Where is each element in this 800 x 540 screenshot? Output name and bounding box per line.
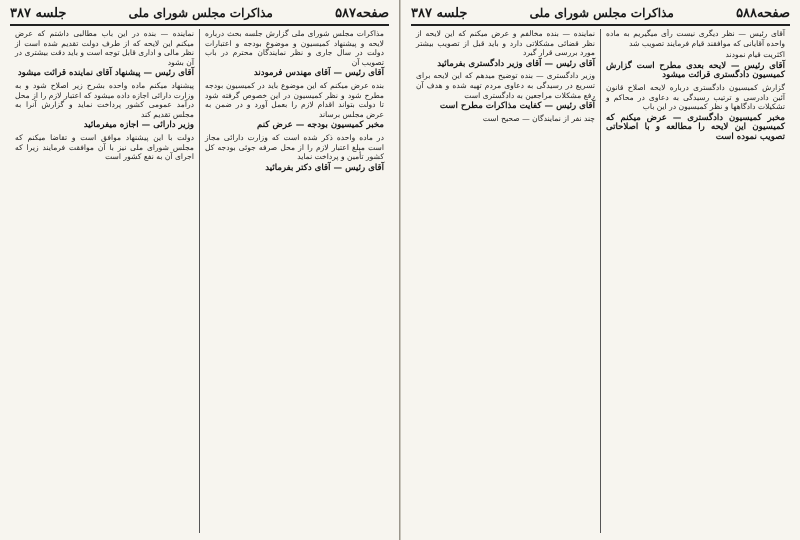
paragraph: آقای رئیس — نظر دیگری نیست رأی میگیریم به ماده واحده آقایانی که موافقند قیام فرمایند تصویب شد	[606, 29, 785, 48]
speaker-line: آقای رئیس — آقای مهندس فرمودند	[253, 68, 384, 79]
right-column-1	[601, 29, 790, 533]
speaker-line: آقای رئیس — آقای وزیر دادگستری بفرمائید	[437, 58, 595, 69]
paragraph: نماینده — بنده در این باب مطالبی داشتم که عرض میکنم این لایحه که از طرف دولت تقدیم شده است از نظر مالی و اداری قابل توجه است و باید دقت بیشتری در آن بشود	[15, 29, 194, 67]
paragraph: اکثریت قیام نمودند	[725, 50, 785, 60]
paragraph: دولت با این پیشنهاد موافق است و تقاضا میکنم که مجلس شورای ملی نیز با آن موافقت فرمایند زیرا که اجرای آن به نفع کشور است	[15, 132, 194, 162]
left-page-title: مذاکرات مجلس شورای ملی	[128, 6, 273, 20]
left-column-1	[200, 29, 389, 533]
right-page-number: صفحه۵۸۸	[736, 5, 790, 21]
paragraph: چند نفر از نمایندگان — صحیح است	[482, 113, 595, 123]
paragraph: نماینده — بنده مخالفم و عرض میکنم که این لایحه از نظر قضائی مشکلاتی دارد و باید قبل از تصویب بیشتر مورد بررسی قرار گیرد	[416, 29, 595, 58]
speaker-line: مخبر کمیسیون دادگستری — عرض میکنم که کمیسیون این لایحه را مطالعه و با اصلاحاتی تصویب نموده است	[606, 112, 785, 142]
speaker-line: آقای رئیس — کفایت مذاکرات مطرح است	[439, 101, 595, 112]
left-page-columns	[10, 29, 389, 533]
paragraph: مذاکرات مجلس شورای ملی گزارش جلسه بحث درباره لایحه و پیشنهاد کمیسیون و موضوع بودجه و اعتبارات دولت در سال جاری و نظر نمایندگان محترم در باب تصویب آن	[205, 29, 384, 67]
right-column-2	[411, 29, 601, 533]
paragraph: گزارش کمیسیون دادگستری درباره لایحه اصلاح قانون آئین دادرسی و ترتیب رسیدگی به دعاوی در محاکم و تشکیلات دادگاهها و نظر کمیسیون در این باب	[606, 82, 785, 112]
speaker-line: آقای رئیس — لایحه بعدی مطرح است گزارش کمیسیون دادگستری قرائت میشود	[606, 60, 785, 81]
right-page-session: جلسه ۳۸۷	[411, 5, 468, 21]
paragraph: در ماده واحده ذکر شده است که وزارت دارائی مجاز است مبلغ اعتبار لازم را از محل صرفه جوئی بودجه کل کشور تأمین و پرداخت نماید	[205, 132, 384, 162]
speaker-line: مخبر کمیسیون بودجه — عرض کنم	[257, 120, 384, 131]
right-page-header	[411, 4, 790, 22]
right-page-title: مذاکرات مجلس شورای ملی	[529, 6, 674, 20]
left-column-2	[10, 29, 200, 533]
paragraph: بنده عرض میکنم که این موضوع باید در کمیسیون بودجه مطرح شود و نظر کمیسیون در این خصوص گرفته شود تا دولت بتواند اقدام لازم را بعمل آورد و در ضمن به عرض مجلس برساند	[205, 80, 384, 119]
right-header-rule	[411, 24, 790, 26]
right-page-columns	[411, 29, 790, 533]
left-page-number: صفحه۵۸۷	[335, 5, 389, 21]
speaker-line: آقای رئیس — پیشنهاد آقای نماینده قرائت میشود	[17, 68, 194, 79]
left-page-header	[10, 4, 389, 22]
speaker-line: وزیر دارائی — اجازه میفرمائید	[83, 120, 194, 131]
paragraph: پیشنهاد میکنم ماده واحده بشرح زیر اصلاح شود و به وزارت دارائی اجازه داده میشود که اعتبار لازم را از محل درآمد عمومی کشور پرداخت نماید و گزارش آنرا به مجلس تقدیم کند	[15, 80, 194, 119]
paragraph: وزیر دادگستری — بنده توضیح میدهم که این لایحه برای تسریع در رسیدگی به دعاوی مردم تهیه شده و هدف آن رفع مشکلات مراجعین به دادگستری است	[416, 71, 595, 100]
right-page	[400, 0, 800, 540]
left-header-rule	[10, 24, 389, 26]
left-page-session: جلسه ۳۸۷	[10, 5, 67, 21]
speaker-line: آقای رئیس — آقای دکتر بفرمائید	[265, 162, 384, 173]
